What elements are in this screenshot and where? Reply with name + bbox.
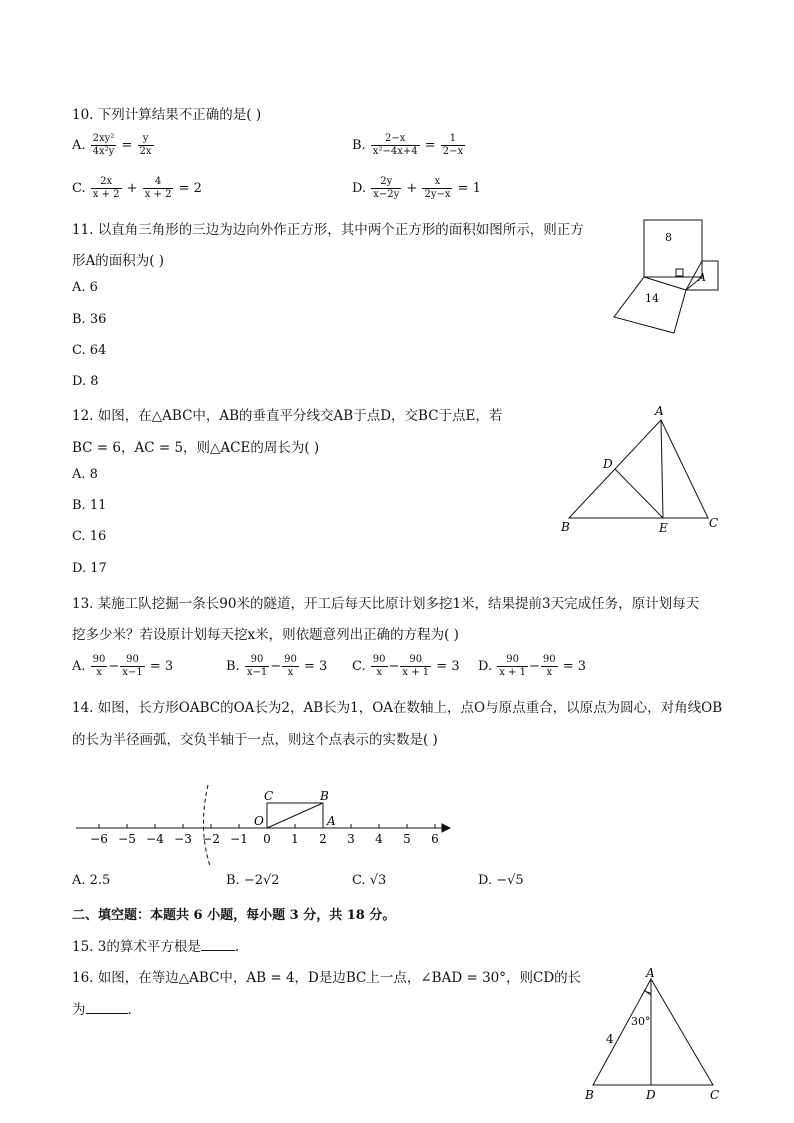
q14-option-d[interactable]: D. −√5 [478, 873, 524, 888]
q11-squares-figure [610, 215, 725, 340]
q11-option-d[interactable]: D. 8 [72, 374, 99, 389]
q11-option-a[interactable]: A. 6 [72, 280, 98, 295]
tick-label: −4 [146, 832, 164, 846]
q11-line1: 11. 以直角三角形的三边为边向外作正方形，其中两个正方形的面积如图所示，则正方 [72, 222, 584, 238]
q13-option-d[interactable]: D. $\frac{90}{x + 1}$ − $\frac{90}{x}$ = 3 [478, 654, 587, 678]
q12-line1: 12. 如图，在△ABC中，AB的垂直平分线交AB于点D，交BC于点E，若 [72, 408, 503, 424]
tick-label: −1 [230, 832, 248, 846]
section-2-heading: 二、填空题：本题共 6 小题，每小题 3 分，共 18 分。 [72, 908, 396, 923]
side-label: 4 [606, 1032, 614, 1046]
q14-option-a[interactable]: A. 2.5 [72, 873, 111, 888]
fraction: $\frac{4}{x + 2}$ [144, 176, 172, 200]
q13-line1: 13. 某施工队挖掘一条长90米的隧道，开工后每天比原计划多挖1米，结果提前3天完成任务，原计划每天 [72, 596, 700, 612]
q10-option-b[interactable]: B. $\frac{2-x}{\text{x²−4x+4}}$ = $\frac{1}{2-x}$ [352, 133, 464, 157]
tick-label: 1 [291, 832, 299, 846]
vertex-c: C [710, 1088, 720, 1102]
q13-option-a[interactable]: A. $\frac{90}{x}$ − $\frac{90}{x-1}$ = 3 [72, 654, 174, 678]
fraction: $\frac{x}{2y-x}$ [424, 176, 451, 200]
q12-option-a[interactable]: A. 8 [72, 467, 98, 482]
tick-label: 5 [403, 832, 411, 846]
label-a: A [698, 271, 706, 284]
vertex-a: A [646, 966, 655, 980]
q12-triangle-figure [555, 400, 725, 540]
q15: 15. 3的算术平方根是 . [72, 939, 240, 955]
point-c: C [264, 789, 274, 803]
q14-number-line-figure [70, 780, 460, 870]
q10-option-d[interactable]: D. $\frac{2y}{x-2y}$ + $\frac{x}{2y-x}$ = 1 [352, 176, 481, 200]
answer-blank[interactable] [86, 1001, 128, 1014]
point-d: D [603, 457, 613, 471]
label-14: 14 [645, 292, 659, 305]
square-14 [614, 277, 686, 333]
tick-label: −3 [174, 832, 192, 846]
q16-line2: 为 . [72, 1002, 132, 1018]
point-o: O [254, 814, 264, 828]
point-b: B [320, 789, 329, 803]
q11-option-c[interactable]: C. 64 [72, 343, 107, 358]
tick-label: 0 [263, 832, 271, 846]
q11-option-b[interactable]: B. 36 [72, 312, 107, 327]
square-8 [644, 220, 702, 277]
fraction: $\frac{2-x}{\text{x²−4x+4}}$ [372, 133, 418, 157]
q13-line2: 挖多少米？若设原计划每天挖x米，则依题意列出正确的方程为( ) [72, 627, 459, 643]
fraction: $\frac{\text{2xy²}}{\text{4x²y}}$ [92, 133, 115, 157]
tick-label: 6 [431, 832, 439, 846]
tick-label: −2 [202, 832, 220, 846]
q14-option-b[interactable]: B. −2√2 [226, 873, 280, 888]
fraction: $\frac{y}{2x}$ [139, 133, 152, 157]
vertex-b: B [585, 1088, 594, 1102]
q12-line2: BC = 6，AC = 5，则△ACE的周长为( ) [72, 440, 320, 456]
vertex-a: A [655, 404, 664, 418]
vertex-c: C [709, 516, 719, 530]
point-e: E [659, 521, 668, 535]
q10-stem: 10. 下列计算结果不正确的是( ) [72, 107, 262, 123]
label-8: 8 [665, 231, 672, 244]
q14-line1: 14. 如图，长方形OABC的OA长为2，AB长为1，OA在数轴上，点O与原点重合，以原点为圆心，对角线OB [72, 700, 723, 716]
q13-option-c[interactable]: C. $\frac{90}{x}$ − $\frac{90}{x + 1}$ = 3 [352, 654, 460, 678]
q12-option-c[interactable]: C. 16 [72, 529, 107, 544]
fraction: $\frac{2y}{x-2y}$ [373, 176, 400, 200]
point-d: D [646, 1088, 656, 1102]
q13-option-b[interactable]: B. $\frac{90}{x-1}$ − $\frac{90}{x}$ = 3 [226, 654, 328, 678]
q10-option-a[interactable]: A. $\frac{\text{2xy²}}{\text{4x²y}}$ = $\frac{y}{2x}$ [72, 133, 152, 157]
q16-line1: 16. 如图，在等边△ABC中，AB = 4，D是边BC上一点，∠BAD = 30°，则CD的长 [72, 970, 582, 986]
arc [203, 785, 210, 866]
point-a: A [327, 814, 336, 828]
q16-equilateral-figure [578, 965, 728, 1110]
angle-label: 30° [631, 1015, 651, 1028]
q14-option-c[interactable]: C. √3 [352, 873, 387, 888]
tick-label: 2 [319, 832, 327, 846]
vertex-b: B [561, 520, 570, 534]
q14-line2: 的长为半径画弧，交负半轴于一点，则这个点表示的实数是( ) [72, 732, 438, 748]
q12-option-b[interactable]: B. 11 [72, 498, 107, 513]
fraction: $\frac{2x}{x + 2}$ [92, 176, 120, 200]
tick-label: 3 [347, 832, 355, 846]
tick-label: −6 [90, 832, 108, 846]
fraction: $\frac{1}{2-x}$ [442, 133, 464, 157]
answer-blank[interactable] [201, 938, 235, 951]
tick-label: 4 [375, 832, 383, 846]
q11-line2: 形A的面积为( ) [72, 253, 165, 269]
q12-option-d[interactable]: D. 17 [72, 561, 107, 576]
q10-option-c[interactable]: C. $\frac{2x}{x + 2}$ + $\frac{4}{x + 2}$ = 2 [72, 176, 202, 200]
tick-label: −5 [118, 832, 136, 846]
